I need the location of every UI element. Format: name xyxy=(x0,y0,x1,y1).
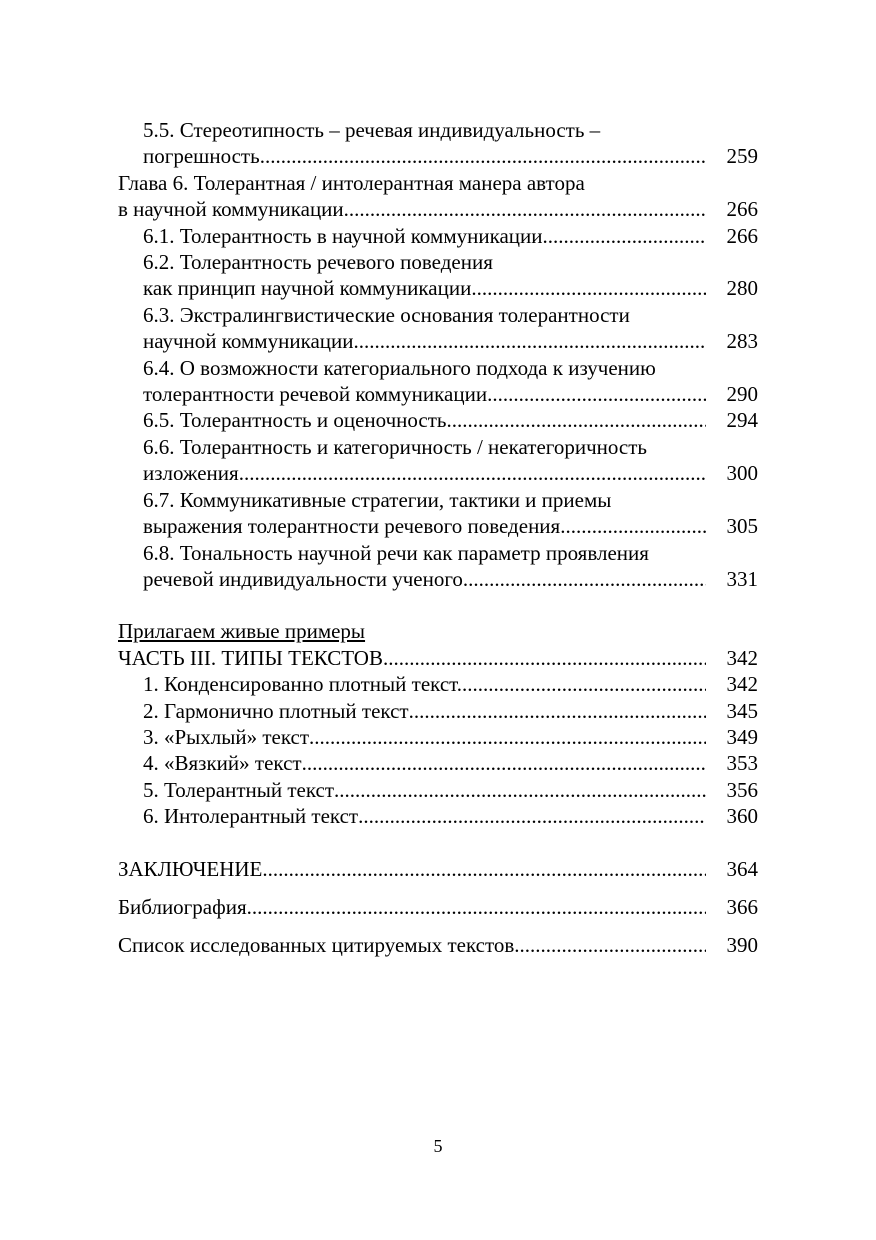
dot-leader xyxy=(334,777,706,803)
toc-entry-6-3[interactable] xyxy=(118,302,758,355)
toc-entry-title: Библиография xyxy=(118,894,247,919)
page-number: 5 xyxy=(433,1136,443,1156)
toc-entry-text-type-4[interactable] xyxy=(118,750,758,776)
dot-leader xyxy=(543,223,706,249)
toc-entry-text-type-2[interactable] xyxy=(118,698,758,724)
toc-entry-sources[interactable] xyxy=(118,932,758,958)
examples-heading: Прилагаем живые примеры xyxy=(118,619,366,644)
toc-entry-title: 6.2. Толерантность речевого поведения xyxy=(143,250,493,275)
dot-leader xyxy=(514,932,706,958)
dot-leader xyxy=(344,196,706,222)
dot-leader xyxy=(560,513,706,539)
toc-entry-title: 6.5. Толерантность и оценочность xyxy=(143,408,447,433)
toc-entry-title: Глава 6. Толерантная / интолерантная манера автора xyxy=(118,170,585,195)
toc-entry-6-6[interactable] xyxy=(118,434,758,487)
dot-leader xyxy=(471,275,706,301)
dot-leader xyxy=(447,407,707,433)
toc-page-number: 349 xyxy=(726,724,758,749)
toc-entry-title-cont: научной коммуникации xyxy=(143,329,354,354)
dot-leader xyxy=(354,328,707,354)
toc-entry-title: 4. «Вязкий» текст xyxy=(143,751,302,776)
toc-entry-title: 2. Гармонично плотный текст xyxy=(143,698,409,723)
toc-entry-title-cont: в научной коммуникации xyxy=(118,197,344,222)
toc-entry-title: 5. Толерантный текст xyxy=(143,777,335,802)
toc-page-number: 283 xyxy=(726,329,758,354)
dot-leader xyxy=(239,460,706,486)
dot-leader xyxy=(358,803,706,829)
toc-entry-5-5[interactable] xyxy=(118,117,758,170)
toc-page-number: 300 xyxy=(726,461,758,486)
toc-entry-text-type-1[interactable] xyxy=(118,671,758,697)
toc-entry-title-cont: выражения толерантности речевого поведения xyxy=(143,514,561,539)
toc-entry-title-cont: погрешность xyxy=(143,144,260,169)
toc-entry-text-type-6[interactable] xyxy=(118,803,758,829)
dot-leader xyxy=(487,381,706,407)
dot-leader xyxy=(409,698,706,724)
toc-page-number: 259 xyxy=(726,144,758,169)
toc-page-number: 353 xyxy=(726,751,758,776)
toc-page-number: 342 xyxy=(726,672,758,697)
toc-page-number: 305 xyxy=(726,514,758,539)
toc-entry-6-5[interactable] xyxy=(118,407,758,433)
toc-page-number: 360 xyxy=(726,804,758,829)
table-of-contents xyxy=(118,117,758,959)
dot-leader xyxy=(309,724,706,750)
toc-entry-text-type-5[interactable] xyxy=(118,777,758,803)
toc-entry-title: 6.1. Толерантность в научной коммуникации xyxy=(143,223,543,248)
toc-entry-6-8[interactable] xyxy=(118,540,758,593)
toc-entry-6-2[interactable] xyxy=(118,249,758,302)
toc-entry-conclusion[interactable] xyxy=(118,856,758,882)
toc-entry-title: Список исследованных цитируемых текстов xyxy=(118,933,515,958)
dot-leader xyxy=(260,143,706,169)
toc-entry-title: ЧАСТЬ III. ТИПЫ ТЕКСТОВ xyxy=(118,645,383,670)
toc-entry-6-1[interactable] xyxy=(118,223,758,249)
toc-entry-title-cont: толерантности речевой коммуникации xyxy=(143,382,488,407)
toc-page-number: 345 xyxy=(726,698,758,723)
toc-page-number: 290 xyxy=(726,382,758,407)
toc-entry-title: 5.5. Стереотипность – речевая индивидуальность – xyxy=(143,118,601,142)
toc-entry-title: 6. Интолерантный текст xyxy=(143,804,359,829)
toc-entry-title-cont: как принцип научной коммуникации xyxy=(143,276,472,301)
toc-page-number: 294 xyxy=(726,408,758,433)
toc-entry-title: 6.7. Коммуникативные стратегии, тактики и приемы xyxy=(143,487,612,512)
toc-page-number: 364 xyxy=(726,856,758,881)
toc-page-number: 366 xyxy=(726,894,758,919)
toc-page-number: 342 xyxy=(726,645,758,670)
toc-entry-title-cont: речевой индивидуальности ученого xyxy=(143,566,463,591)
dot-leader xyxy=(383,645,706,671)
toc-entry-title: 6.8. Тональность научной речи как параметр проявления xyxy=(143,540,649,565)
dot-leader xyxy=(302,750,706,776)
dot-leader xyxy=(462,671,706,697)
toc-page-number: 390 xyxy=(726,933,758,958)
toc-entry-6-7[interactable] xyxy=(118,487,758,540)
toc-entry-title: 6.6. Толерантность и категоричность / некатегоричность xyxy=(143,434,647,459)
toc-entry-chapter-6[interactable] xyxy=(118,170,758,223)
dot-leader xyxy=(262,856,706,882)
toc-entry-text-type-3[interactable] xyxy=(118,724,758,750)
dot-leader xyxy=(247,894,706,920)
toc-entry-title: ЗАКЛЮЧЕНИЕ xyxy=(118,856,263,881)
toc-entry-6-4[interactable] xyxy=(118,355,758,408)
dot-leader xyxy=(463,566,706,592)
toc-entry-part-3[interactable] xyxy=(118,645,758,671)
toc-entry-title-cont: изложения xyxy=(143,461,239,486)
toc-page-number: 356 xyxy=(726,777,758,802)
toc-entry-title: 3. «Рыхлый» текст xyxy=(143,724,310,749)
toc-entry-title: 6.3. Экстралингвистические основания толерантности xyxy=(143,302,630,327)
toc-entry-title: 6.4. О возможности категориального подхода к изучению xyxy=(143,355,656,380)
toc-page-number: 266 xyxy=(726,223,758,248)
toc-entry-title: 1. Конденсированно плотный текст. xyxy=(143,672,462,697)
toc-page-number: 331 xyxy=(726,566,758,591)
toc-page-number: 280 xyxy=(726,276,758,301)
toc-page-number: 266 xyxy=(726,197,758,222)
toc-entry-bibliography[interactable] xyxy=(118,894,758,920)
